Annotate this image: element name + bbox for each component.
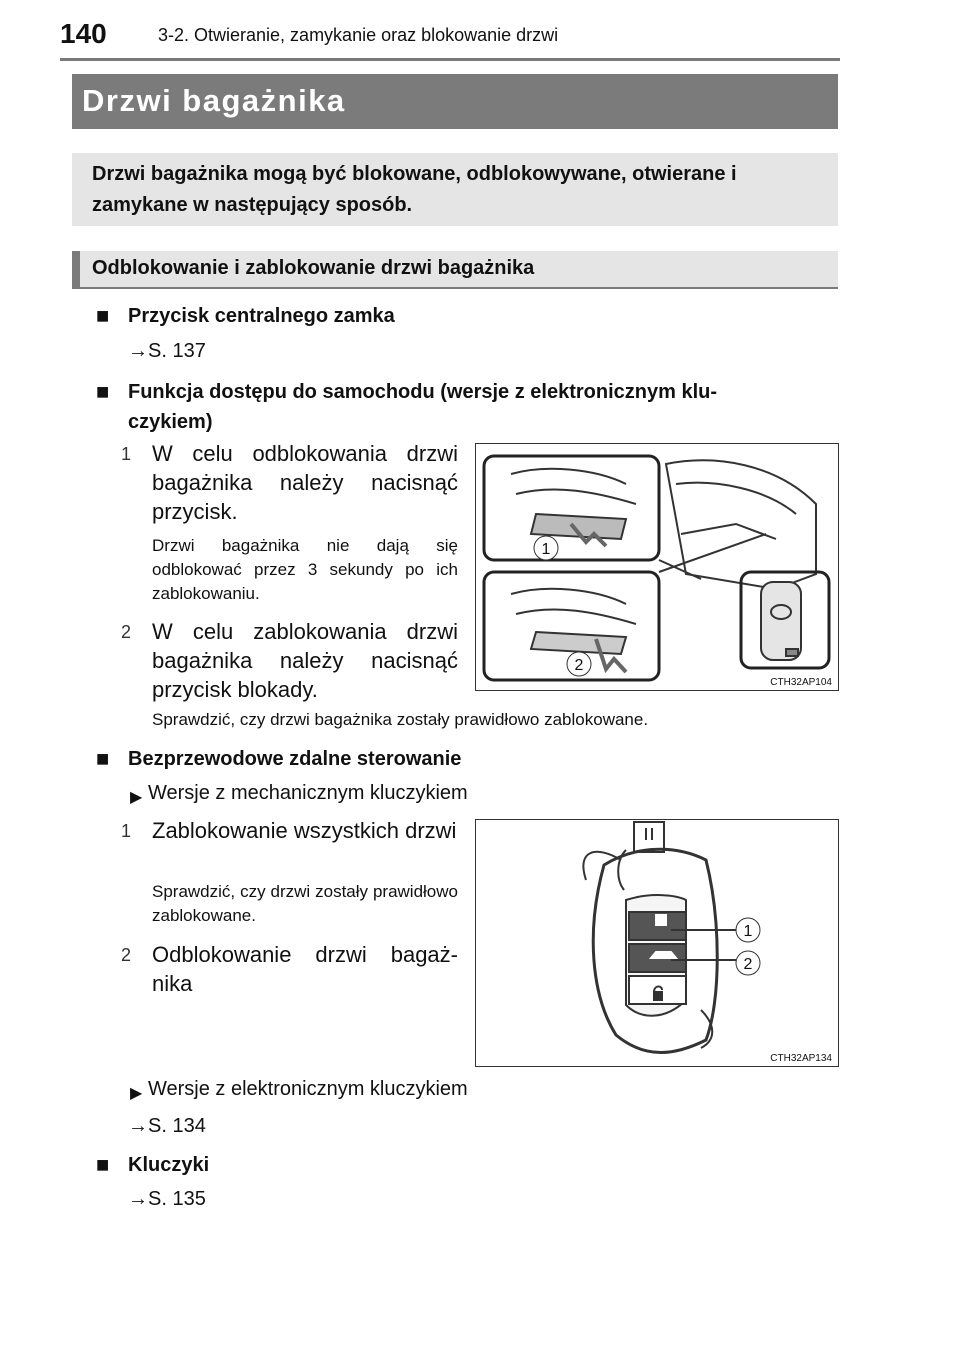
tailgate-illustration: [476, 444, 838, 690]
item-number-badge: 1: [120, 821, 131, 841]
header-rule: [60, 58, 840, 61]
item-number-badge: 1: [120, 444, 131, 464]
remote-key-illustration: [476, 820, 838, 1066]
triangle-bullet-icon: ▶: [130, 789, 143, 806]
heading-central-lock: Przycisk centralnego zamka: [128, 305, 395, 327]
intro-text: Drzwi bagażnika mogą być blokowane, odblokowywane, otwierane i zamykane w następujący sposób.: [92, 163, 737, 216]
running-header: 3-2. Otwieranie, zamykanie oraz blokowanie drzwi: [158, 25, 559, 45]
square-bullet-icon: ■: [96, 746, 110, 771]
figure-code: CTH32AP104: [770, 677, 832, 688]
smart-entry-item1-note: Drzwi bagażnika nie dają się odblokować przez 3 sekundy po ich zablokowaniu.: [152, 536, 458, 603]
wireless-item1-text: Zablokowanie wszystkich drzwi: [152, 818, 457, 843]
smart-entry-item1-text: W celu odblokowania drzwi bagażnika należy nacisnąć przycisk.: [152, 441, 458, 524]
ref-wireless-elec: →S. 134: [128, 1115, 206, 1137]
page-title: Drzwi bagażnika: [82, 83, 346, 118]
subheading-band: [72, 251, 838, 289]
callout-1: 1: [743, 923, 753, 940]
item-number-badge: 2: [120, 945, 131, 965]
heading-keys: Kluczyki: [128, 1154, 210, 1176]
smart-entry-item2-text: W celu zablokowania drzwi bagażnika należy nacisnąć przycisk blokady.: [152, 619, 458, 702]
remote-key-figure: [475, 819, 839, 1067]
figure-code: CTH32AP134: [770, 1053, 832, 1064]
arrow-icon: →: [128, 1188, 148, 1210]
smart-entry-check: Sprawdzić, czy drzwi bagażnika zostały prawidłowo zablokowane.: [152, 710, 649, 729]
intro-box: [72, 153, 838, 226]
ref-central-lock: →S. 137: [128, 340, 206, 362]
wireless-mech-version: Wersje z mechanicznym kluczykiem: [148, 782, 468, 804]
page-number: 140: [60, 18, 107, 49]
callout-2: 2: [574, 657, 584, 674]
callout-2: 2: [743, 956, 753, 973]
square-bullet-icon: ■: [96, 1152, 110, 1177]
tailgate-figure: [475, 443, 839, 691]
wireless-elec-version: Wersje z elektronicznym kluczykiem: [148, 1078, 468, 1100]
title-band: [72, 74, 838, 129]
callout-1: 1: [541, 541, 551, 558]
wireless-item1-note: Sprawdzić, czy drzwi zostały prawidłowo zablokowane.: [152, 882, 458, 925]
item-number-badge: 2: [120, 622, 131, 642]
square-bullet-icon: ■: [96, 379, 110, 404]
wireless-item2-text: Odblokowanie drzwi bagaż-nika: [152, 942, 458, 996]
arrow-icon: →: [128, 340, 148, 362]
heading-smart-entry: Funkcja dostępu do samochodu (wersje z elektronicznym klu- czykiem): [128, 381, 718, 433]
ref-keys: →S. 135: [128, 1188, 206, 1210]
subheading: Odblokowanie i zablokowanie drzwi bagażnika: [92, 257, 535, 279]
arrow-icon: →: [128, 1115, 148, 1137]
triangle-bullet-icon: ▶: [130, 1085, 143, 1102]
heading-wireless: Bezprzewodowe zdalne sterowanie: [128, 748, 462, 770]
square-bullet-icon: ■: [96, 303, 110, 328]
